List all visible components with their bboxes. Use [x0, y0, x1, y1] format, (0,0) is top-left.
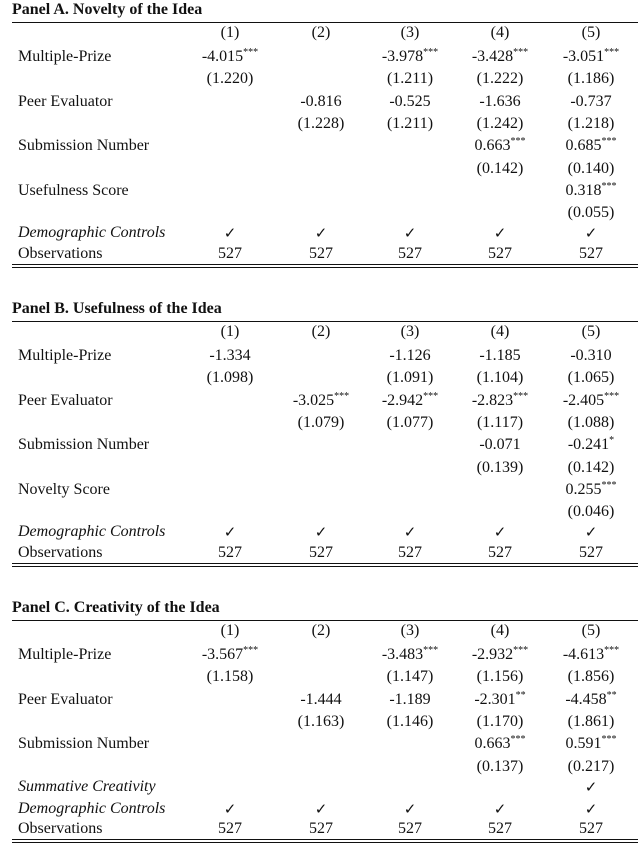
standard-error-cell: (1.170) [476, 712, 524, 730]
column-header: (5) [581, 323, 601, 340]
coefficient-cell: -3.978*** [381, 47, 439, 65]
observations-label: Observations [18, 820, 103, 838]
checkmark-icon: ✓ [493, 224, 507, 243]
checkmark-icon: ✓ [223, 224, 237, 243]
standard-error-cell: (0.142) [567, 458, 615, 476]
standard-error-cell: (1.856) [567, 668, 615, 686]
coefficient-cell: -2.823*** [471, 390, 529, 409]
coefficient-cell: -3.051*** [562, 47, 620, 65]
coefficient-cell: -0.737 [570, 92, 612, 110]
observations-value: 527 [309, 820, 333, 838]
coefficient-cell: -0.071 [479, 436, 521, 454]
checkmark-icon: ✓ [403, 800, 417, 819]
coefficient-cell: -1.185 [479, 347, 521, 364]
observations-value: 527 [398, 820, 422, 838]
standard-error-cell: (0.217) [567, 757, 615, 775]
coefficient-cell: -1.189 [389, 690, 431, 708]
coefficient-cell: -1.444 [300, 690, 342, 708]
standard-error-cell: (0.140) [567, 159, 615, 177]
column-header: (3) [400, 24, 420, 41]
column-header: (2) [311, 622, 331, 639]
column-header: (1) [220, 323, 240, 340]
standard-error-cell: (1.104) [476, 369, 524, 387]
checkmark-icon: ✓ [584, 800, 598, 819]
column-header: (4) [490, 24, 510, 41]
column-header: (1) [220, 622, 240, 639]
panel-title: Panel A. Novelty of the Idea [12, 1, 203, 18]
variable-label: Multiple-Prize [18, 347, 112, 364]
panel-bottom-rule [12, 264, 638, 265]
observations-value: 527 [309, 244, 333, 262]
coefficient-cell: 0.663*** [474, 734, 526, 753]
coefficient-cell: -1.334 [209, 347, 251, 364]
standard-error-cell: (1.228) [297, 114, 345, 132]
standard-error-cell: (0.139) [476, 458, 524, 476]
variable-label: Peer Evaluator [18, 92, 113, 110]
panel-title: Panel C. Creativity of the Idea [12, 599, 220, 616]
coefficient-cell: -0.241* [567, 435, 615, 454]
standard-error-cell: (1.211) [386, 114, 434, 132]
observations-value: 527 [218, 543, 242, 561]
observations-label: Observations [18, 543, 103, 561]
coefficient-cell: -1.636 [479, 92, 521, 110]
checkmark-icon: ✓ [403, 224, 417, 243]
standard-error-cell: (1.211) [386, 70, 434, 88]
coefficient-cell: -0.816 [300, 92, 342, 110]
observations-value: 527 [398, 543, 422, 561]
coefficient-cell: -4.458** [565, 689, 617, 708]
observations-value: 527 [398, 244, 422, 262]
standard-error-cell: (1.163) [297, 712, 345, 730]
standard-error-cell: (1.186) [567, 70, 615, 88]
variable-label: Usefulness Score [18, 181, 129, 199]
coefficient-cell: -3.428*** [471, 47, 529, 65]
column-header: (3) [400, 622, 420, 639]
observations-value: 527 [579, 543, 603, 561]
checkmark-icon: ✓ [403, 523, 417, 542]
coefficient-cell: -3.567*** [201, 645, 259, 663]
standard-error-cell: (0.142) [476, 159, 524, 177]
checkmark-icon: ✓ [223, 523, 237, 542]
standard-error-cell: (0.055) [567, 204, 615, 222]
column-header: (4) [490, 622, 510, 639]
standard-error-cell: (1.158) [206, 668, 254, 686]
standard-error-cell: (1.117) [476, 413, 524, 431]
standard-error-cell: (0.137) [476, 757, 524, 775]
observations-value: 527 [218, 820, 242, 838]
variable-label: Submission Number [18, 735, 150, 753]
coefficient-cell: -2.942*** [381, 390, 439, 409]
observations-value: 527 [488, 244, 512, 262]
standard-error-cell: (1.861) [567, 712, 615, 730]
variable-label: Submission Number [18, 137, 150, 155]
checkmark-icon: ✓ [584, 523, 598, 542]
controls-label: Demographic Controls [18, 800, 166, 818]
column-header: (5) [581, 24, 601, 41]
observations-value: 527 [218, 244, 242, 262]
standard-error-cell: (1.220) [206, 70, 254, 88]
controls-label: Demographic Controls [18, 224, 166, 242]
standard-error-cell: (1.147) [386, 668, 434, 686]
standard-error-cell: (1.079) [297, 413, 345, 431]
standard-error-cell: (1.218) [567, 114, 615, 132]
standard-error-cell: (1.091) [386, 369, 434, 387]
controls-label: Demographic Controls [18, 523, 166, 541]
checkmark-icon: ✓ [493, 523, 507, 542]
checkmark-icon: ✓ [314, 523, 328, 542]
coefficient-cell: 0.663*** [474, 136, 526, 155]
variable-label: Peer Evaluator [18, 391, 113, 409]
coefficient-cell: -2.932*** [471, 645, 529, 663]
coefficient-cell: -2.301** [474, 689, 526, 708]
variable-label: Peer Evaluator [18, 690, 113, 708]
coefficient-cell: 0.685*** [565, 136, 617, 155]
coefficient-cell: -4.613*** [562, 645, 620, 663]
column-header: (4) [490, 323, 510, 340]
standard-error-cell: (1.146) [386, 712, 434, 730]
column-header: (3) [400, 323, 420, 340]
variable-label: Submission Number [18, 436, 150, 454]
checkmark-icon: ✓ [314, 224, 328, 243]
coefficient-cell: -2.405*** [562, 390, 620, 409]
column-header: (2) [311, 24, 331, 41]
coefficient-cell: -4.015*** [201, 47, 259, 65]
coefficient-cell: -0.525 [389, 92, 431, 110]
coefficient-cell: 0.255*** [565, 479, 617, 498]
coefficient-cell: -1.126 [389, 347, 431, 364]
observations-value: 527 [579, 820, 603, 838]
variable-label: Multiple-Prize [18, 646, 112, 663]
column-header: (5) [581, 622, 601, 639]
standard-error-cell: (1.242) [476, 114, 524, 132]
variable-label: Multiple-Prize [18, 48, 112, 65]
checkmark-icon: ✓ [223, 800, 237, 819]
observations-value: 527 [488, 820, 512, 838]
checkmark-icon: ✓ [314, 800, 328, 819]
checkmark-icon: ✓ [493, 800, 507, 819]
observations-value: 527 [579, 244, 603, 262]
standard-error-cell: (1.088) [567, 413, 615, 431]
coefficient-cell: 0.318*** [565, 180, 617, 199]
observations-value: 527 [488, 543, 512, 561]
observations-label: Observations [18, 244, 103, 262]
observations-value: 527 [309, 543, 333, 561]
panel-bottom-rule [12, 839, 638, 840]
standard-error-cell: (1.222) [476, 70, 524, 88]
standard-error-cell: (1.077) [386, 413, 434, 431]
variable-label: Novelty Score [18, 480, 110, 498]
coefficient-cell: -3.025*** [292, 390, 350, 409]
standard-error-cell: (0.046) [567, 503, 615, 521]
panel-title: Panel B. Usefulness of the Idea [12, 300, 222, 317]
checkmark-icon: ✓ [584, 224, 598, 243]
standard-error-cell: (1.098) [206, 369, 254, 387]
coefficient-cell: -3.483*** [381, 645, 439, 663]
column-header: (2) [311, 323, 331, 340]
coefficient-cell: -0.310 [570, 347, 612, 364]
coefficient-cell: 0.591*** [565, 734, 617, 753]
panel-bottom-rule [12, 563, 638, 564]
column-header: (1) [220, 24, 240, 41]
controls-label: Summative Creativity [18, 777, 156, 795]
standard-error-cell: (1.156) [476, 668, 524, 686]
standard-error-cell: (1.065) [567, 369, 615, 387]
checkmark-icon: ✓ [584, 777, 598, 796]
